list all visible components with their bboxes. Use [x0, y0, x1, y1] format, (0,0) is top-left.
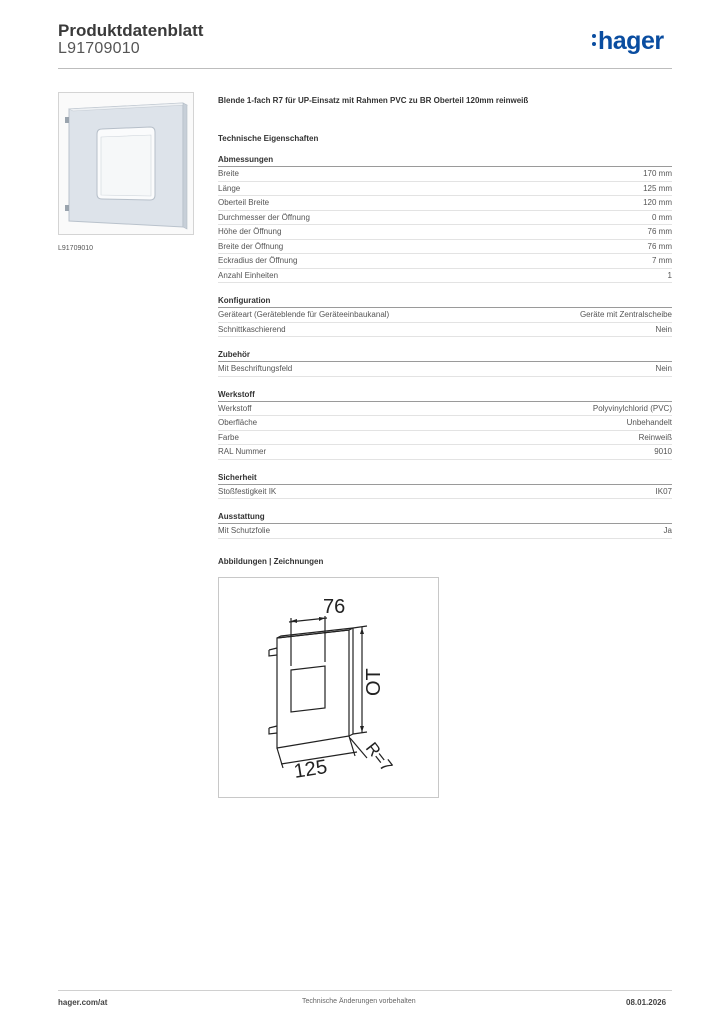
logo-dots-icon — [592, 34, 596, 50]
spec-value: 120 mm — [643, 198, 672, 207]
spec-row — [218, 269, 672, 284]
spec-section-title: Konfiguration — [218, 296, 672, 308]
dimension-drawing — [219, 578, 438, 797]
spec-section — [218, 155, 672, 283]
spec-label: Eckradius der Öffnung — [218, 256, 298, 265]
spec-row — [218, 524, 672, 539]
spec-value: Geräte mit Zentralscheibe — [579, 310, 672, 319]
spec-label: Werkstoff — [218, 403, 252, 413]
spec-value: 170 mm — [643, 169, 672, 178]
dimension-side-label: OT — [363, 668, 385, 696]
spec-row — [218, 196, 672, 211]
spec-value: 0 mm — [652, 212, 672, 222]
dimension-radius-label: R=7 — [361, 738, 397, 776]
page-title: Produktdatenblatt — [58, 21, 204, 40]
spec-row — [218, 167, 672, 182]
footer-date: 08.01.2026 — [626, 998, 667, 1007]
spec-section — [218, 512, 672, 539]
technical-drawing — [218, 577, 439, 798]
spec-value: 9010 — [654, 447, 672, 456]
spec-label: Durchmesser der Öffnung — [218, 212, 310, 222]
spec-label: Länge — [218, 183, 241, 193]
spec-row — [218, 445, 672, 460]
spec-row — [218, 225, 672, 240]
spec-section — [218, 390, 672, 460]
spec-value: Nein — [655, 364, 672, 373]
spec-row — [218, 254, 672, 269]
spec-section-title: Werkstoff — [218, 390, 672, 402]
header-divider — [58, 68, 672, 69]
spec-row — [218, 362, 672, 377]
spec-value: Unbehandelt — [626, 418, 672, 427]
spec-label: Anzahl Einheiten — [218, 270, 279, 280]
spec-value: Reinweiß — [638, 432, 672, 442]
spec-label: Geräteart (Geräteblende für Geräteeinbaukanal) — [218, 310, 390, 319]
tech-properties-heading: Technische Eigenschaften — [218, 134, 319, 143]
drawing-heading: Abbildungen | Zeichnungen — [218, 557, 324, 566]
spec-label: Schnittkaschierend — [218, 324, 286, 334]
dimension-top-label: 76 — [323, 596, 346, 618]
spec-label: Breite der Öffnung — [218, 241, 284, 251]
product-image-caption: L91709010 — [58, 245, 94, 252]
product-description: Blende 1-fach R7 für UP-Einsatz mit Rahmen PVC zu BR Oberteil 120mm reinweiß — [218, 96, 529, 105]
product-image — [58, 92, 194, 235]
spec-row — [218, 323, 672, 338]
spec-section-title: Zubehör — [218, 350, 672, 362]
spec-value: 7 mm — [652, 256, 672, 265]
spec-section-title: Ausstattung — [218, 512, 672, 524]
spec-value: 76 mm — [647, 241, 672, 251]
footer-disclaimer: Technische Änderungen vorbehalten — [302, 998, 416, 1005]
spec-value: 1 — [667, 270, 672, 280]
spec-label: Stoßfestigkeit IK — [218, 486, 277, 496]
spec-value: IK07 — [655, 486, 672, 496]
footer-divider — [58, 990, 672, 991]
product-specs — [218, 96, 672, 552]
spec-row — [218, 416, 672, 431]
spec-label: Breite — [218, 169, 239, 178]
logo-text: hager — [598, 27, 664, 55]
product-code: L91709010 — [58, 40, 140, 57]
spec-section-title: Sicherheit — [218, 473, 672, 485]
spec-label: Farbe — [218, 432, 239, 442]
footer-website: hager.com/at — [58, 998, 108, 1007]
spec-row — [218, 308, 672, 323]
spec-label: Mit Beschriftungsfeld — [218, 364, 293, 373]
spec-section-title: Abmessungen — [218, 155, 672, 167]
spec-sections — [218, 155, 672, 539]
dimension-bottom-label: 125 — [292, 755, 329, 783]
cover-plate-illustration — [59, 93, 193, 234]
spec-value: 125 mm — [643, 183, 672, 193]
spec-row — [218, 240, 672, 255]
spec-row — [218, 211, 672, 226]
spec-value: Polyvinylchlorid (PVC) — [592, 403, 672, 413]
spec-value: Nein — [655, 324, 672, 334]
spec-label: RAL Nummer — [218, 447, 267, 456]
spec-section — [218, 350, 672, 377]
spec-label: Höhe der Öffnung — [218, 227, 282, 236]
spec-value: Ja — [663, 526, 672, 535]
spec-section — [218, 296, 672, 337]
spec-label: Mit Schutzfolie — [218, 526, 271, 535]
spec-row — [218, 182, 672, 197]
spec-row — [218, 402, 672, 417]
spec-label: Oberfläche — [218, 418, 258, 427]
hager-logo — [592, 27, 664, 56]
spec-value: 76 mm — [647, 227, 672, 236]
spec-row — [218, 431, 672, 446]
spec-label: Oberteil Breite — [218, 198, 270, 207]
spec-row — [218, 485, 672, 500]
spec-section — [218, 473, 672, 500]
